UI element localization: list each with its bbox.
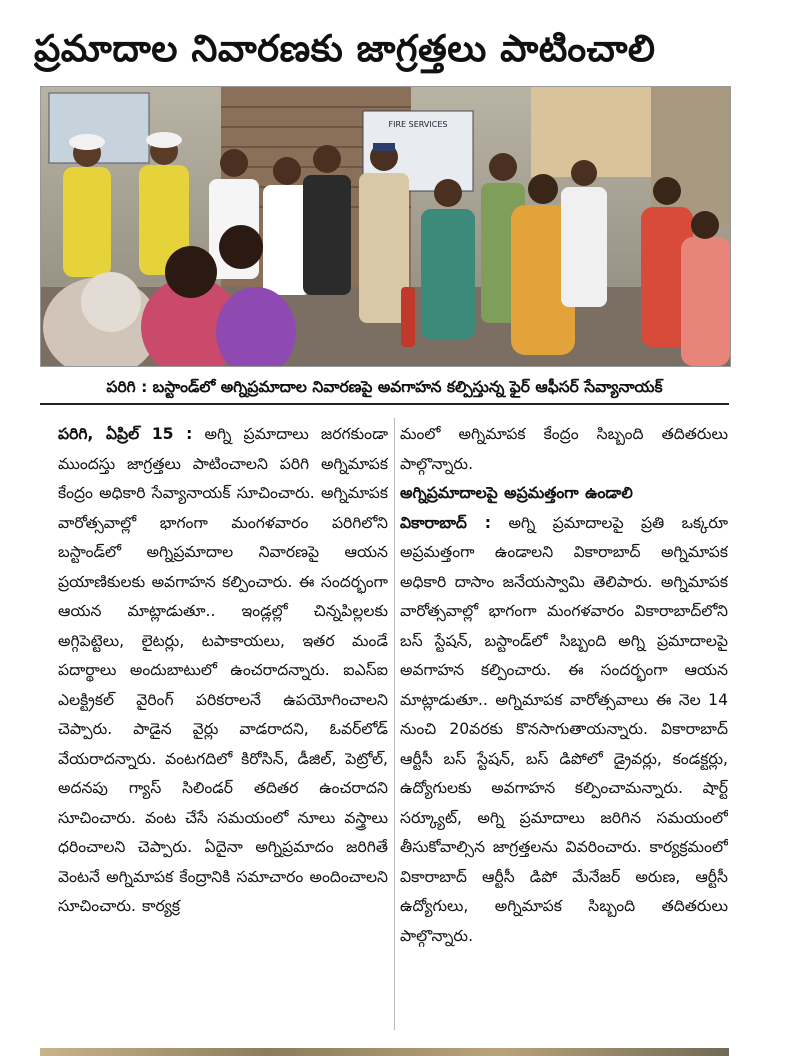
photo-caption: పరిగి : బస్టాండ్‌లో అగ్నిప్రమాదాల నివారణపై అవగాహన కల్పిస్తున్న ఫైర్ ఆఫీసర్ సేవ్యానాయక్ xyxy=(106,378,663,396)
banner-text: FIRE SERVICES xyxy=(388,120,448,129)
article-left-body: అగ్ని ప్రమాదాలు జరగకుండా ముందస్తు జాగ్రత్తలు పాటించాలని పరిగి అగ్నిమాపక కేంద్రం అధికారి సేవ్యానాయక్ సూచించారు. అగ్నిమాపక వారోత్సవాల్లో భాగంగా మంగళవారం పరిగిలోని బస్టాండ్‌లో అగ్నిప్రమాదాల నివారణపై ఆయన ప్రయాణికులకు అవగాహన కల్పించారు. ఈ సందర్భంగా ఆయన మాట్లాడుతూ.. ఇండ్లల్లో చిన్నపిల్లలకు అగ్గిపెట్టెలు, లైటర్లు, టపాకాయలు, ఇతర మండే పదార్థాలు అందుబాటులో ఉంచరాదన్నారు. ఐఎస్ఐ ఎలక్ట్రికల్ వైరింగ్ పరికరాలనే ఉపయోగించాలని చెప్పారు. పాడైన వైర్లు వాడరాదని, ఓవర్‌లోడ్ వేయరాదన్నారు. వంటగదిలో కిరోసిన్, డీజిల్, పెట్రోల్, అదనపు గ్యాస్ సిలిండర్ తదితర ఉంచరాదని సూచించారు. వంట చేసే సమయంలో నూలు వస్త్రాలు ధరించాలని చెప్పారు. ఏదైనా అగ్నిప్రమాదం జరిగితే వెంటనే అగ్నిమాపక కేంద్రానికి సమాచారం అందించాలని సూచించారు. కార్యక్ర xyxy=(58,425,388,915)
article-column-left xyxy=(58,420,388,1040)
headline: ప్రమాదాల నివారణకు జాగ్రత్తలు పాటించాలి xyxy=(34,27,656,70)
article-column-right xyxy=(400,420,728,1040)
fire-awareness-photo xyxy=(41,87,730,366)
article-right-body: అగ్ని ప్రమాదాలపై ప్రతి ఒక్కరూ అప్రమత్తంగా ఉండాలని వికారాబాద్ అగ్నిమాపక అధికారి దాసాం జనేయస్వామి తెలిపారు. అగ్నిమాపక వారోత్సవాల్లో భాగంగా మంగళవారం వికారాబాద్‌లోని బస్ స్టేషన్, బస్టాండ్‌లో సిబ్బంది అగ్ని ప్రమాదాలపై అవగాహన కల్పించారు. ఈ సందర్భంగా ఆయన మాట్లాడుతూ.. అగ్నిమాపక వారోత్సవాలు ఈ నెల 14 నుంచి 20వరకు కొనసాగుతాయన్నారు. వికారాబాద్ ఆర్టీసీ బస్ స్టేషన్, బస్ డిపోలో డ్రైవర్లు, కండక్టర్లు, ఉద్యోగులకు అవగాహన కల్పించామన్నారు. షార్ట్ సర్క్యూట్, అగ్ని ప్రమాదాలు జరిగిన సమయంలో తీసుకోవాల్సిన జాగ్రత్తలను వివరించారు. కార్యక్రమంలో వికారాబాద్ ఆర్టీసీ డిపో మేనేజర్ అరుణ, ఆర్టీసీ ఉద్యోగులు, అగ్నిమాపక సిబ్బంది తదితరులు పాల్గొన్నారు. xyxy=(400,513,728,945)
news-photo xyxy=(40,86,731,367)
article-right-continuation: మంలో అగ్నిమాపక కేంద్రం సిబ్బంది తదితరులు పాల్గొన్నారు. xyxy=(400,425,728,473)
column-divider xyxy=(394,418,395,1030)
dateline-vikarabad: వికారాబాద్ : xyxy=(400,513,492,532)
dateline-parigi: పరిగి, ఏప్రిల్ 15 : xyxy=(58,425,193,443)
article-right-paragraph xyxy=(400,509,728,952)
next-photo-edge xyxy=(40,1048,729,1056)
subheading: అగ్నిప్రమాదాలపై అప్రమత్తంగా ఉండాలి xyxy=(400,484,633,502)
caption-rule xyxy=(40,403,729,405)
article-left-paragraph xyxy=(58,420,388,922)
